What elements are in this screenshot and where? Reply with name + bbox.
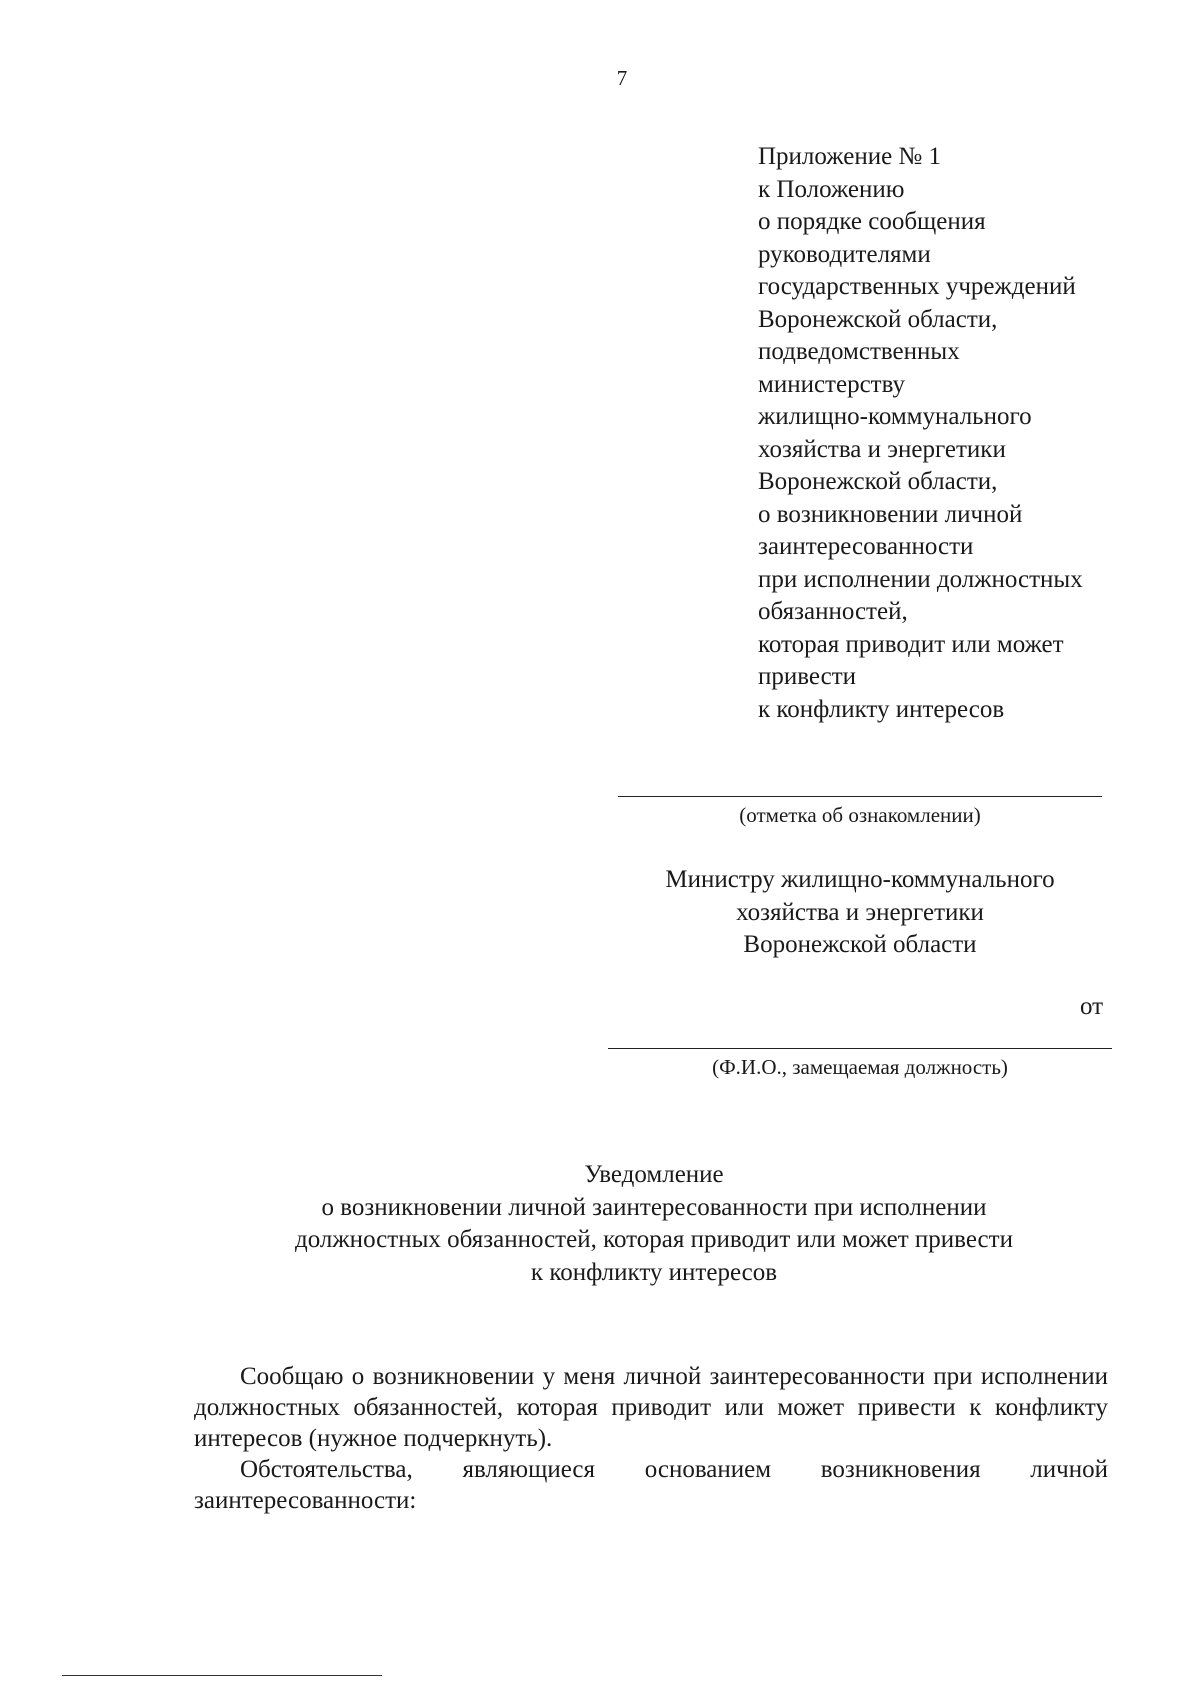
appendix-line: к конфликту интересов — [758, 695, 1005, 723]
appendix-line: жилищно-коммунального — [758, 403, 1032, 430]
appendix-line: о порядке сообщения — [758, 208, 986, 235]
appendix-line: обязанностей, — [758, 598, 908, 625]
acknowledgement-signature-line — [618, 796, 1102, 797]
body-paragraph: Сообщаю о возникновении у меня личной заинтересованности при исполнении должностных обязанностей, которая приводит или может привести к конфликту интересов (нужное подчеркнуть). — [194, 1363, 1108, 1452]
appendix-line: при исполнении должностных — [758, 565, 1083, 593]
title-line: к конфликту интересов — [530, 1258, 778, 1286]
footnote-separator — [62, 1675, 382, 1676]
body-text — [194, 1361, 1108, 1516]
fio-caption: (Ф.И.О., замещаемая должность) — [712, 1055, 1008, 1079]
acknowledgement-caption: (отметка об ознакомлении) — [739, 803, 981, 827]
appendix-line: министерству — [758, 370, 906, 398]
notification-title — [150, 1159, 1158, 1289]
appendix-line: о возникновении личной — [758, 500, 1023, 528]
appendix-header — [758, 141, 1188, 726]
addressee-block — [608, 864, 1112, 962]
appendix-line: к Положению — [758, 175, 905, 203]
appendix-line: Приложение № 1 — [758, 143, 942, 170]
from-label: от — [1080, 993, 1104, 1020]
appendix-line: Воронежской области, — [758, 468, 998, 495]
appendix-line: руководителями — [758, 240, 931, 268]
title-line: должностных обязанностей, которая приводит или может привести — [295, 1226, 1013, 1253]
page-number: 7 — [616, 66, 628, 90]
title-line: Уведомление — [584, 1161, 724, 1188]
addressee-line: Министру жилищно-коммунального — [665, 866, 1055, 893]
body-paragraph: Обстоятельства, являющиеся основанием возникновения личной заинтересованности: — [194, 1456, 1108, 1514]
appendix-line: подведомственных — [758, 338, 960, 365]
appendix-line: государственных учреждений — [758, 273, 1076, 300]
appendix-line: хозяйства и энергетики — [758, 435, 1006, 463]
appendix-line: заинтересованности — [758, 533, 974, 560]
appendix-line: которая приводит или может — [758, 630, 1064, 658]
appendix-line: Воронежской области, — [758, 305, 998, 333]
appendix-line: привести — [758, 663, 857, 690]
addressee-line: хозяйства и энергетики — [736, 898, 984, 926]
fio-fill-line — [608, 1048, 1112, 1049]
title-line: о возникновении личной заинтересованности при исполнении — [321, 1193, 987, 1221]
addressee-line: Воронежской области — [743, 931, 977, 958]
